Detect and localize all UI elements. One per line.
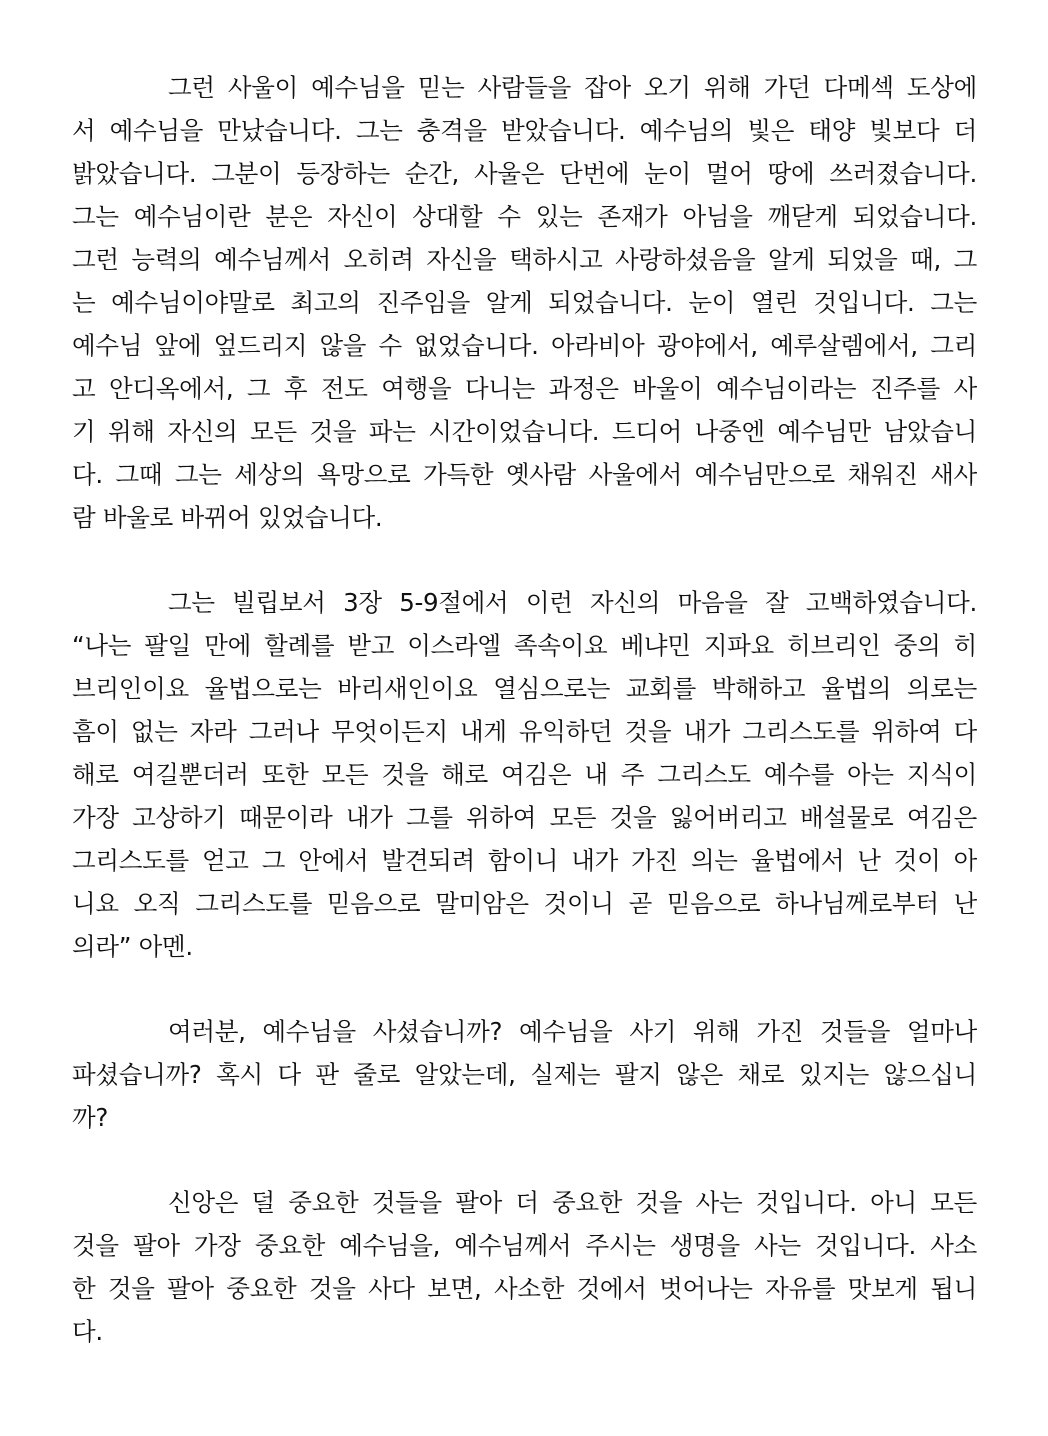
text-line: 까? bbox=[72, 1103, 109, 1132]
text-line: 그는 빌립보서 3장 5-9절에서 이런 자신의 마음을 잘 고백하였습니다. bbox=[168, 588, 977, 617]
paragraph-2 bbox=[72, 581, 977, 968]
text-line: 흠이 없는 자라 그러나 무엇이든지 내게 유익하던 것을 내가 그리스도를 위하여 다 bbox=[72, 717, 977, 746]
text-line: 람 바울로 바뀌어 있었습니다. bbox=[72, 503, 383, 532]
text-line: 해로 여길뿐더러 또한 모든 것을 해로 여김은 내 주 그리스도 예수를 아는 지식이 bbox=[72, 760, 977, 789]
text-line: 고 안디옥에서, 그 후 전도 여행을 다니는 과정은 바울이 예수님이라는 진주를 사 bbox=[72, 374, 977, 403]
text-line: 다. bbox=[72, 1317, 103, 1346]
text-line: 다. 그때 그는 세상의 욕망으로 가득한 옛사람 사울에서 예수님만으로 채워진 새사 bbox=[72, 460, 977, 489]
text-line: 의라” 아멘. bbox=[72, 932, 193, 961]
text-line: 여러분, 예수님을 사셨습니까? 예수님을 사기 위해 가진 것들을 얼마나 bbox=[168, 1017, 977, 1046]
text-line: 그는 예수님이란 분은 자신이 상대할 수 있는 존재가 아님을 깨닫게 되었습니다. bbox=[72, 202, 977, 231]
text-line: 신앙은 덜 중요한 것들을 팔아 더 중요한 것을 사는 것입니다. 아니 모든 bbox=[168, 1188, 977, 1217]
text-line: 그런 능력의 예수님께서 오히려 자신을 택하시고 사랑하셨음을 알게 되었을 때, 그 bbox=[72, 245, 977, 274]
text-line: 밝았습니다. 그분이 등장하는 순간, 사울은 단번에 눈이 멀어 땅에 쓰러졌습니다. bbox=[72, 159, 977, 188]
text-line: 브리인이요 율법으로는 바리새인이요 열심으로는 교회를 박해하고 율법의 의로는 bbox=[72, 674, 977, 703]
paragraph-4 bbox=[72, 1181, 977, 1353]
text-line: 가장 고상하기 때문이라 내가 그를 위하여 모든 것을 잃어버리고 배설물로 여김은 bbox=[72, 803, 977, 832]
text-line: “나는 팔일 만에 할례를 받고 이스라엘 족속이요 베냐민 지파요 히브리인 중의 히 bbox=[72, 631, 977, 660]
text-line: 니요 오직 그리스도를 믿음으로 말미암은 것이니 곧 믿음으로 하나님께로부터 난 bbox=[72, 889, 977, 918]
text-line: 한 것을 팔아 중요한 것을 사다 보면, 사소한 것에서 벗어나는 자유를 맛보게 됩니 bbox=[72, 1274, 977, 1303]
text-line: 것을 팔아 가장 중요한 예수님을, 예수님께서 주시는 생명을 사는 것입니다. 사소 bbox=[72, 1231, 977, 1260]
text-line: 예수님 앞에 엎드리지 않을 수 없었습니다. 아라비아 광야에서, 예루살렘에서, 그리 bbox=[72, 331, 977, 360]
document-page bbox=[72, 66, 977, 1395]
paragraph-3 bbox=[72, 1010, 977, 1139]
text-line: 기 위해 자신의 모든 것을 파는 시간이었습니다. 드디어 나중엔 예수님만 남았습니 bbox=[72, 417, 977, 446]
text-line: 서 예수님을 만났습니다. 그는 충격을 받았습니다. 예수님의 빛은 태양 빛보다 더 bbox=[72, 116, 977, 145]
text-line: 파셨습니까? 혹시 다 판 줄로 알았는데, 실제는 팔지 않은 채로 있지는 않으십니 bbox=[72, 1060, 977, 1089]
text-line: 그런 사울이 예수님을 믿는 사람들을 잡아 오기 위해 가던 다메섹 도상에 bbox=[168, 73, 977, 102]
text-line: 는 예수님이야말로 최고의 진주임을 알게 되었습니다. 눈이 열린 것입니다. 그는 bbox=[72, 288, 977, 317]
paragraph-1 bbox=[72, 66, 977, 539]
text-line: 그리스도를 얻고 그 안에서 발견되려 함이니 내가 가진 의는 율법에서 난 것이 아 bbox=[72, 846, 977, 875]
